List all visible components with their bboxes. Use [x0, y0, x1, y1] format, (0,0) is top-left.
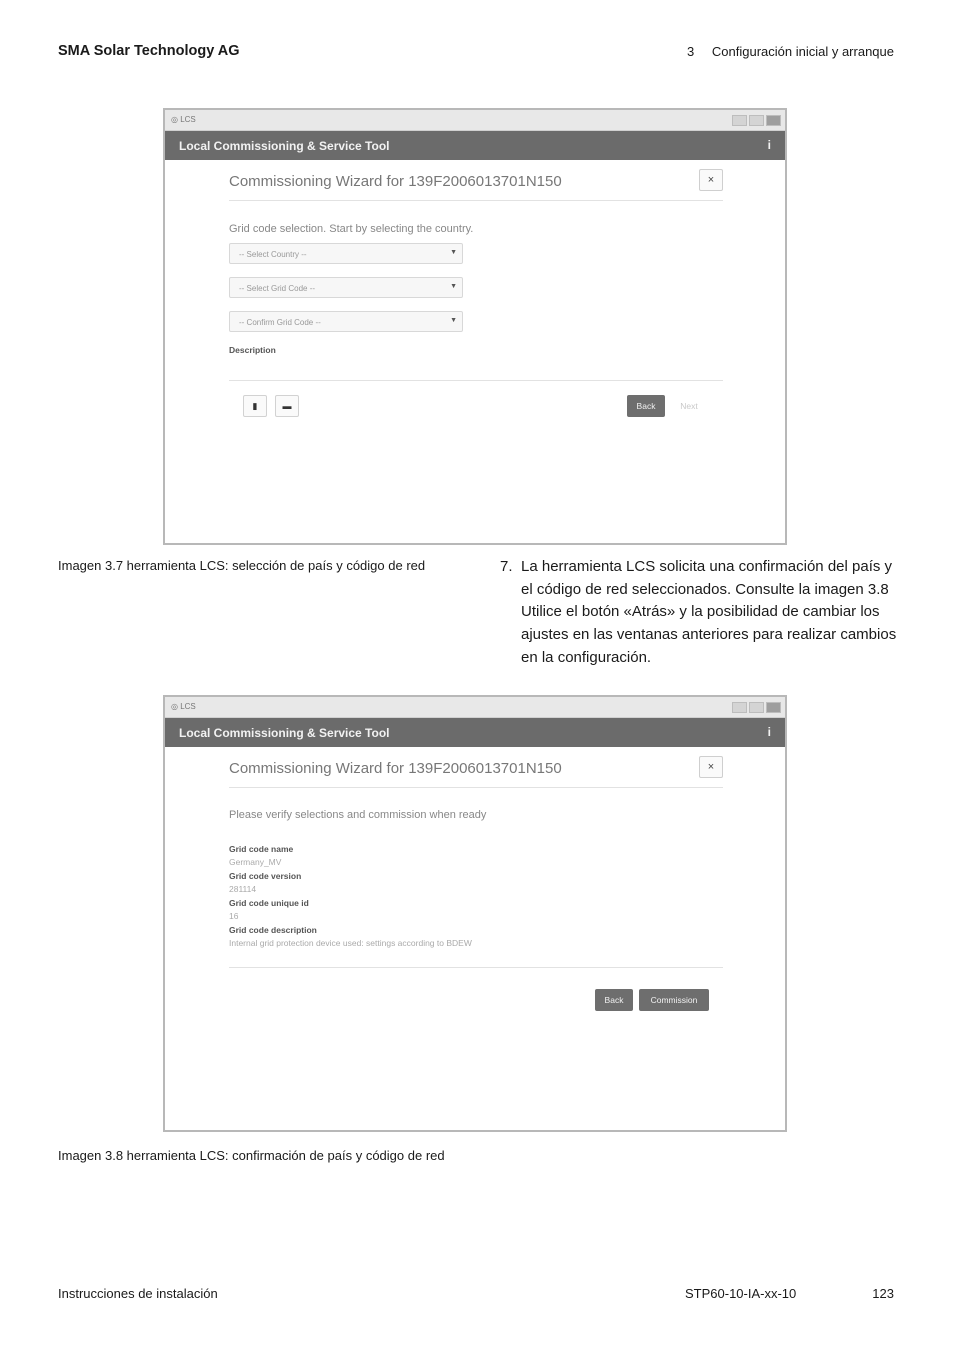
grid-code-prompt: Grid code selection. Start by selecting the country.	[229, 223, 474, 235]
minimize-icon[interactable]	[732, 115, 747, 126]
verify-prompt: Please verify selections and commission when ready	[229, 809, 487, 821]
description-label: Description	[229, 345, 276, 355]
next-button[interactable]: Next	[671, 395, 707, 417]
wizard-panel	[229, 760, 723, 1060]
maximize-icon[interactable]	[749, 115, 764, 126]
folder-icon[interactable]: ▬	[275, 395, 299, 417]
grid-code-name-value: Germany_MV	[229, 857, 282, 867]
close-window-icon[interactable]	[766, 702, 781, 713]
header-chapter	[687, 44, 894, 59]
grid-code-select[interactable]: -- Select Grid Code -- ▼	[229, 277, 463, 298]
dropdown-caret-icon: ▼	[450, 317, 457, 324]
wizard-title: Commissioning Wizard for 139F2006013701N150	[229, 760, 562, 777]
grid-code-id-label: Grid code unique id	[229, 898, 309, 908]
page-number: 123	[872, 1286, 894, 1301]
chapter-title: Configuración inicial y arranque	[711, 44, 894, 59]
file-icon[interactable]: ▮	[243, 395, 267, 417]
app-label: ◎ LCS	[171, 115, 196, 124]
wizard-title: Commissioning Wizard for 139F2006013701N150	[229, 173, 562, 190]
grid-code-id-value: 16	[229, 911, 239, 921]
info-icon[interactable]: i	[767, 138, 771, 152]
app-title: Local Commissioning & Service Tool	[179, 726, 390, 740]
divider	[229, 200, 723, 201]
divider	[229, 787, 723, 788]
figure-1-screenshot	[163, 108, 787, 545]
grid-code-version-label: Grid code version	[229, 871, 302, 881]
chapter-number: 3	[687, 44, 695, 59]
confirm-grid-code-select[interactable]: -- Confirm Grid Code -- ▼	[229, 311, 463, 332]
dropdown-caret-icon: ▼	[450, 249, 457, 256]
grid-code-name-label: Grid code name	[229, 844, 294, 854]
header-company: SMA Solar Technology AG	[58, 43, 240, 59]
grid-code-description-value: Internal grid protection device used: settings according to BDEW	[229, 938, 472, 948]
app-bar	[165, 131, 785, 160]
footer-doc-code: STP60-10-IA-xx-10	[685, 1286, 797, 1301]
info-icon[interactable]: i	[767, 725, 771, 739]
country-select[interactable]: -- Select Country -- ▼	[229, 243, 463, 264]
step-7	[500, 556, 900, 670]
divider	[229, 967, 723, 968]
window-titlebar	[165, 697, 785, 718]
back-button[interactable]: Back	[627, 395, 665, 417]
divider	[229, 380, 723, 381]
app-label: ◎ LCS	[171, 702, 196, 711]
window-controls	[732, 115, 781, 126]
commission-button[interactable]: Commission	[639, 989, 709, 1011]
dropdown-caret-icon: ▼	[450, 283, 457, 290]
wizard-panel	[229, 173, 723, 473]
step-text: La herramienta LCS solicita una confirmación del país y el código de red seleccionados. Consulte la imagen 3.8 Utilice el botón «Atrás» y la posibilidad de cambiar los ajustes en las ventanas anteriores para realizar cambios en la configuración.	[521, 558, 897, 666]
figure-2-screenshot	[163, 695, 787, 1132]
footer-doc-type: Instrucciones de instalación	[58, 1286, 218, 1301]
wizard-close-button[interactable]: ×	[699, 756, 723, 778]
back-button[interactable]: Back	[595, 989, 633, 1011]
maximize-icon[interactable]	[749, 702, 764, 713]
minimize-icon[interactable]	[732, 702, 747, 713]
app-title: Local Commissioning & Service Tool	[179, 139, 390, 153]
wizard-close-button[interactable]: ×	[699, 169, 723, 191]
grid-code-version-value: 281114	[229, 884, 257, 894]
figure-1-caption: Imagen 3.7 herramienta LCS: selección de país y código de red	[58, 558, 426, 573]
grid-code-description-label: Grid code description	[229, 925, 317, 935]
step-number: 7.	[500, 558, 513, 575]
window-controls	[732, 702, 781, 713]
figure-2-caption: Imagen 3.8 herramienta LCS: confirmación de país y código de red	[58, 1148, 445, 1163]
window-titlebar	[165, 110, 785, 131]
close-window-icon[interactable]	[766, 115, 781, 126]
app-bar	[165, 718, 785, 747]
